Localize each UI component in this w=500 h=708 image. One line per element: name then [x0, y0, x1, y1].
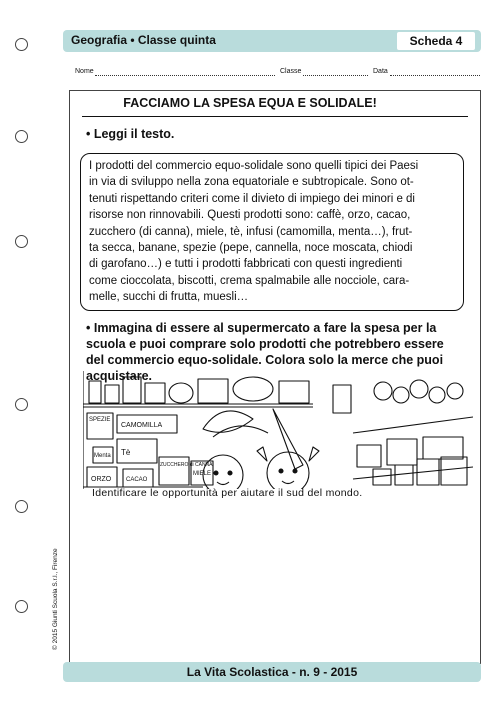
cheese-shape [169, 383, 193, 403]
worksheet-title: FACCIAMO LA SPESA EQUA E SOLIDALE! [123, 96, 377, 110]
binder-hole [15, 38, 28, 51]
box-shape [357, 445, 381, 467]
date-field[interactable] [390, 75, 480, 76]
label-miele: MIELE [193, 471, 212, 477]
binder-hole [15, 130, 28, 143]
label-spezie: SPEZIE [89, 417, 111, 423]
label-te: Tè [121, 448, 131, 457]
copyright: © 2015 Giunti Scuola S.r.l., Firenze [52, 548, 59, 650]
label-orzo: ORZO [91, 476, 112, 483]
biscuit-box [423, 437, 463, 459]
reading-text-box [80, 153, 464, 311]
jar-shape [105, 385, 119, 403]
jar-shape [89, 381, 101, 403]
footer-publication: La Vita Scolastica - n. 9 - 2015 [186, 665, 358, 679]
label-zucchero: ZUCCHERO di CANNA [160, 462, 213, 468]
worksheet-number: Scheda 4 [397, 32, 475, 50]
text-line: come cioccolata, biscotti, crema spalmabile alle nocciole, cara- [89, 274, 410, 287]
title-divider [82, 116, 468, 117]
carrot-shape [273, 409, 303, 469]
instruction-line: acquistare. [86, 369, 153, 383]
class-label: Classe [280, 68, 302, 75]
banana-shape [203, 411, 253, 432]
footer-bar [63, 662, 481, 682]
text-line: I prodotti del commercio equo-solidale sono quelli tipici dei Paesi [89, 160, 419, 172]
hair-bow [257, 447, 267, 461]
box-shape [123, 377, 141, 403]
text-line: tenuti rispettando criteri come il divieto di impiego dei minori e di [89, 192, 415, 205]
binder-hole [15, 500, 28, 513]
text-line: di garofano…) e tutti i prodotti fabbricati con questi ingredienti [89, 258, 403, 271]
binder-hole [15, 235, 28, 248]
instruction-line: scuola e puoi comprare solo prodotti che potrebbero essere [86, 337, 444, 351]
shelf-board [353, 417, 473, 433]
binder-hole [15, 398, 28, 411]
ham-shape [233, 377, 273, 401]
hair-bow [309, 447, 319, 461]
text-line: in via di sviluppo nella zona equatoriale e subtropicale. Sono ot- [89, 176, 414, 189]
date-label: Data [373, 68, 388, 75]
box-shape [279, 381, 309, 403]
name-field[interactable] [95, 75, 275, 76]
instruction-read: • Leggi il testo. [86, 127, 175, 141]
instruction-line: del commercio equo-solidale. Colora solo la merce che puoi [86, 353, 444, 367]
label-menta: Menta [94, 453, 111, 459]
box-shape [198, 379, 228, 403]
text-line: risorse non rinnovabili. Questi prodotti sono: caffè, orzo, cacao, [89, 209, 411, 222]
fruit-shape [374, 382, 392, 400]
bottle-shape [333, 385, 351, 413]
text-line: ta secca, banane, spezie (pepe, cannella, noce moscata, chiodi [89, 242, 413, 255]
subject-label: Geografia • Classe quinta [71, 33, 216, 47]
name-label: Nome [75, 68, 94, 75]
header-bar [63, 30, 481, 52]
label-cacao: CACAO [126, 477, 148, 483]
label-camomilla: CAMOMILLA [121, 422, 163, 429]
supermarket-illustration[interactable] [83, 369, 473, 489]
box-shape [387, 439, 417, 465]
instruction-line: • Immagina di essere al supermercato a fare la spesa per la [86, 321, 437, 335]
bread-shape [441, 457, 467, 485]
caption: Identificare le opportunità per aiutare il sud del mondo. [92, 487, 363, 499]
text-line: zucchero (di canna), miele, tè, infusi (camomilla, menta…), frut- [89, 225, 413, 238]
box-shape [145, 383, 165, 403]
binder-hole [15, 600, 28, 613]
text-line: melle, succhi di frutta, muesli… [89, 291, 249, 304]
class-field[interactable] [303, 75, 368, 76]
